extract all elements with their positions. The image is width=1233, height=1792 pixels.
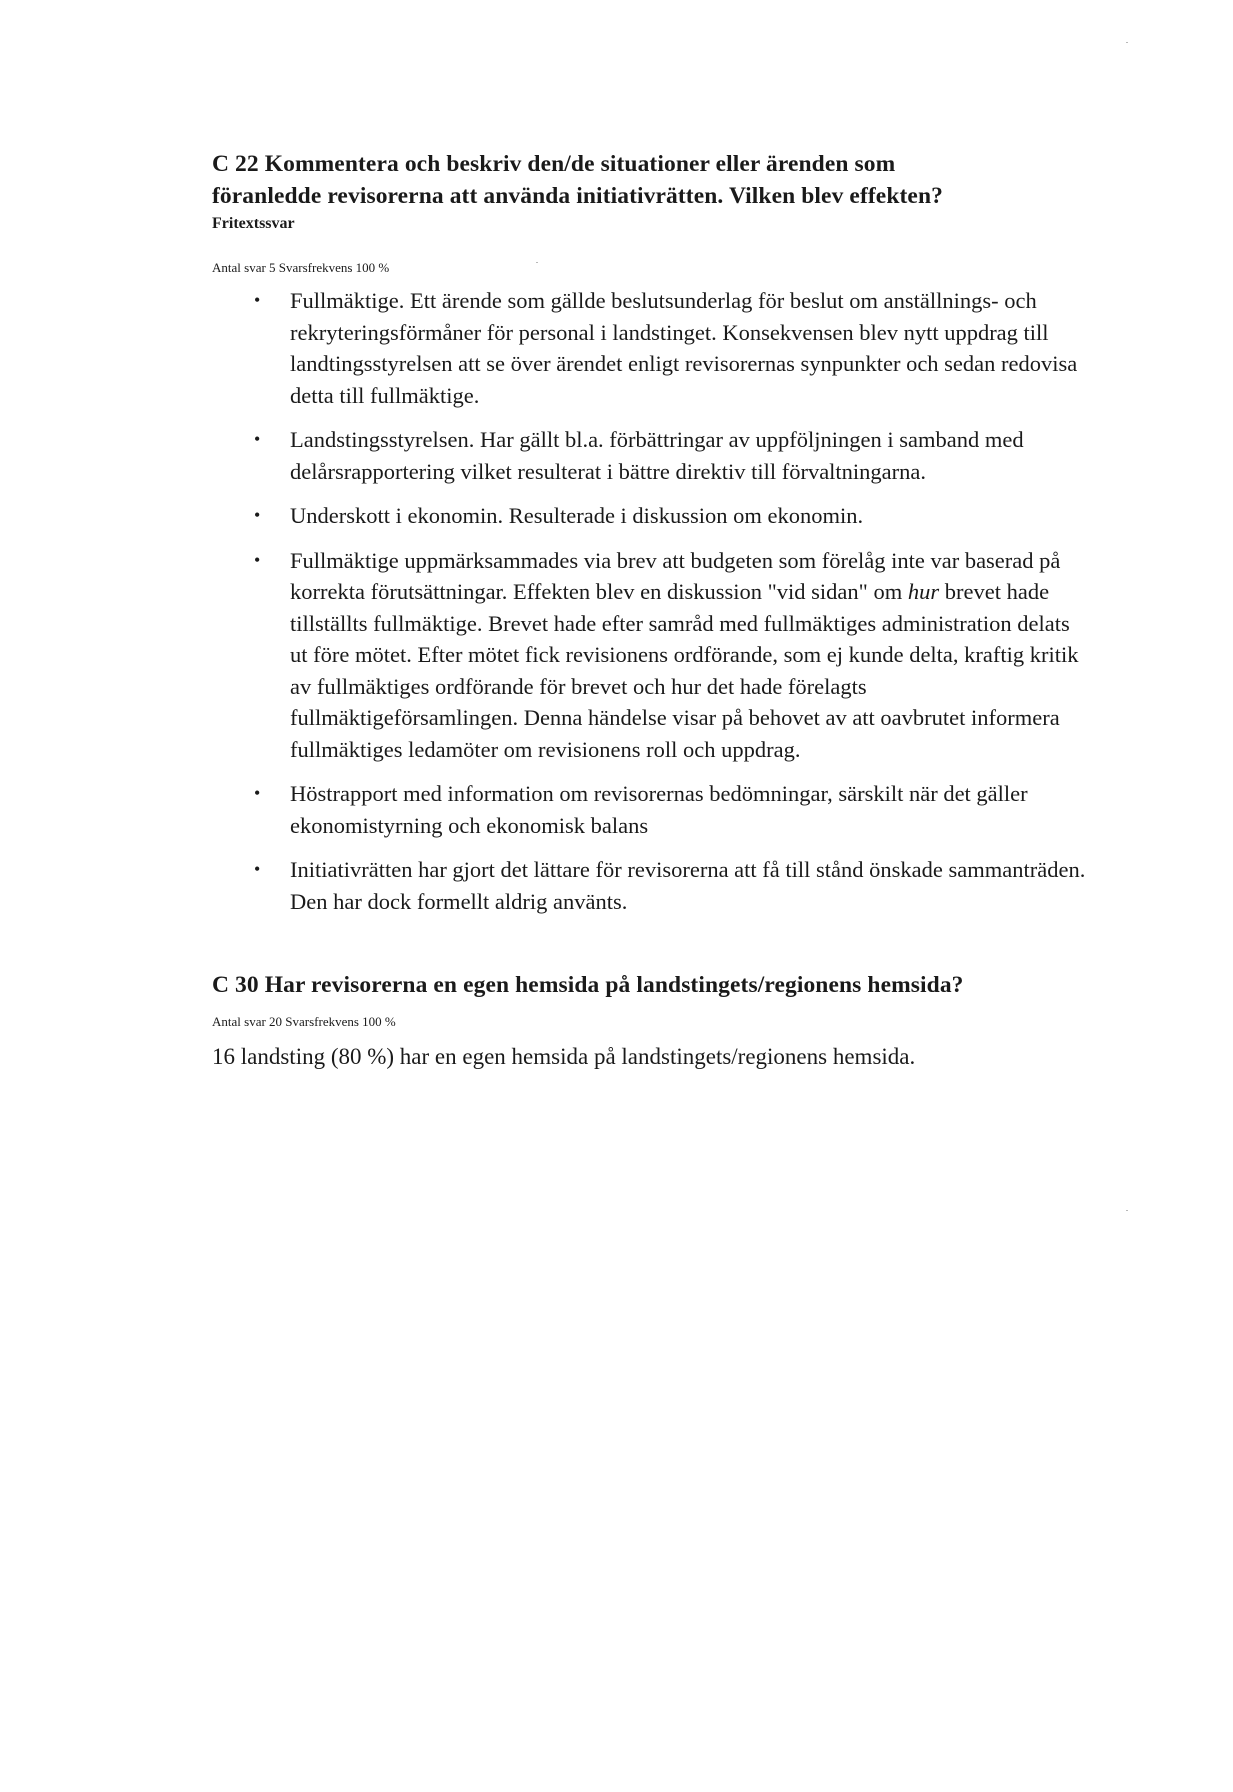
answer-text-part: brevet hade tillställts fullmäktige. Brevet hade efter samråd med fullmäktiges administration delats ut före mötet. Efter mötet fick revisionens ordförande, som ej kunde delta, kraftig kritik av fullmäktiges ordförande för brevet och hur det hade förelagts fullmäktigeförsamlingen. Denna händelse visar på behovet av att oavbrutet informera fullmäktiges ledamöter om revisionens roll och uppdrag. (290, 579, 1079, 762)
answer-item (212, 778, 1092, 841)
answer-text-part: Fullmäktige uppmärksammades via brev att budgeten som förelåg inte var baserad på korrekta förutsättningar. Effekten blev en diskussion "vid sidan" om (290, 547, 1061, 604)
question-c22-title (212, 148, 1092, 212)
bullet-icon: • (254, 505, 261, 525)
question-c30-title: C 30 Har revisorerna en egen hemsida på landstingets/regionens hemsida? (212, 972, 964, 998)
question-c22-subtitle: Fritextssvar (212, 215, 295, 232)
bullet-icon: • (254, 290, 261, 310)
question-c22-title-line2: föranledde revisorerna att använda initiativrätten. Vilken blev effekten? (212, 183, 943, 209)
bullet-icon: • (254, 859, 261, 879)
question-c30-response-stats: Antal svar 20 Svarsfrekvens 100 % (212, 1014, 396, 1029)
answer-item (212, 545, 1092, 766)
answer-text-emphasis: hur (907, 579, 940, 604)
answer-text (290, 548, 1079, 762)
answer-text: Fullmäktige. Ett ärende som gällde beslutsunderlag för beslut om anställnings- och rekryteringsförmåner för personal i landstinget. Konsekvensen blev nytt uppdrag till landtingsstyrelsen att se över ärendet enligt revisorernas synpunkter och sedan redovisa detta till fullmäktige. (290, 288, 1078, 408)
scan-speck (1126, 1210, 1128, 1211)
answer-item (212, 285, 1092, 411)
answer-item (212, 424, 1092, 487)
question-c22 (212, 148, 1092, 917)
answer-list (212, 285, 1092, 917)
bullet-icon: • (254, 783, 261, 803)
question-c22-title-line1: C 22 Kommentera och beskriv den/de situationer eller ärenden som (212, 151, 896, 177)
document-page (212, 148, 1092, 1073)
scan-speck (1126, 42, 1128, 43)
question-c30 (212, 969, 1092, 1073)
bullet-icon: • (254, 429, 261, 449)
answer-item (212, 854, 1092, 917)
answer-text: Höstrapport med information om revisorernas bedömningar, särskilt när det gäller ekonomistyrning och ekonomisk balans (290, 781, 1028, 838)
question-c22-response-stats: Antal svar 5 Svarsfrekvens 100 % (212, 260, 390, 275)
question-c30-result: 16 landsting (80 %) har en egen hemsida på landstingets/regionens hemsida. (212, 1044, 916, 1069)
bullet-icon: • (254, 549, 261, 570)
answer-text: Initiativrätten har gjort det lättare för revisorerna att få till stånd önskade sammanträden. Den har dock formellt aldrig använts. (290, 857, 1086, 914)
answer-text: Underskott i ekonomin. Resulterade i diskussion om ekonomin. (290, 503, 864, 528)
answer-item (212, 500, 1092, 532)
answer-text: Landstingsstyrelsen. Har gällt bl.a. förbättringar av uppföljningen i samband med delårsrapportering vilket resulterat i bättre direktiv till förvaltningarna. (290, 427, 1024, 484)
